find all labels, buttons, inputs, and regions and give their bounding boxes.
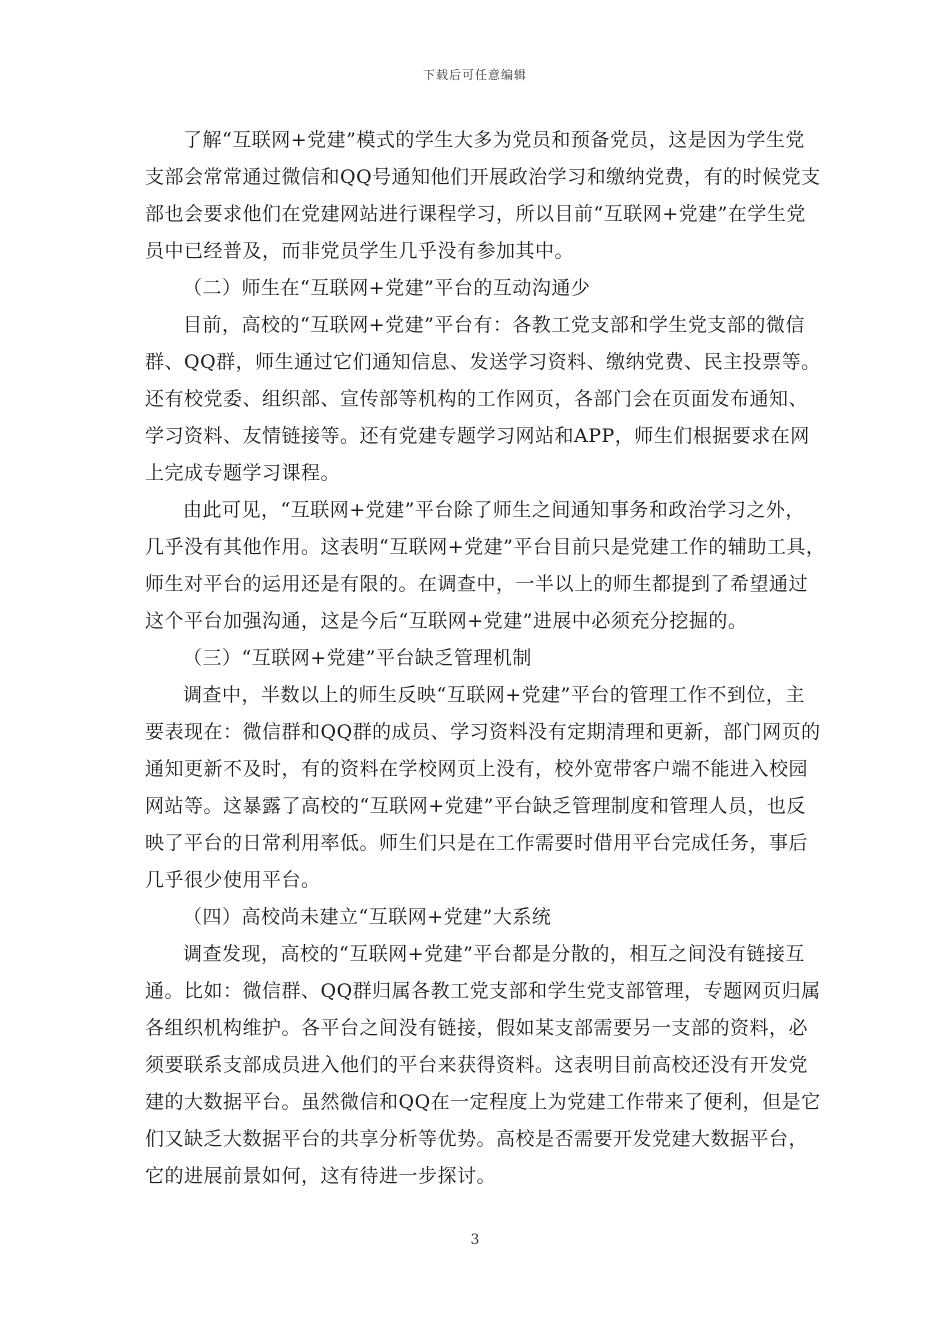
paragraph-line: 网站等。这暴露了高校的“互联网+党建”平台缺乏管理制度和管理人员，也反 — [145, 795, 806, 817]
paragraph-line: 师生对平台的运用还是有限的。在调查中，一半以上的师生都提到了希望通过 — [145, 573, 809, 595]
section-heading-2: （二）师生在“互联网+党建”平台的互动沟通少 — [183, 277, 591, 299]
paragraph-limited-use — [145, 492, 826, 640]
paragraph-line: 通知更新不及时，有的资料在学校网页上没有，校外宽带客户端不能进入校园 — [145, 758, 809, 780]
paragraph-line: 要表现在：微信群和QQ群的成员、学习资料没有定期清理和更新，部门网页的 — [145, 721, 821, 743]
paragraph-line: 建的大数据平台。虽然微信和QQ在一定程度上为党建工作带来了便利，但是它 — [145, 1091, 821, 1113]
paragraph-line: 还有校党委、组织部、宣传部等机构的工作网页，各部门会在页面发布通知、 — [145, 388, 809, 410]
paragraph-platforms — [145, 307, 821, 492]
paragraph-line: 由此可见，“互联网+党建”平台除了师生之间通知事务和政治学习之外， — [183, 499, 805, 521]
paragraph-line: 调查中，半数以上的师生反映“互联网+党建”平台的管理工作不到位，主 — [183, 684, 805, 706]
paragraph-line: 支部会常常通过微信和QQ号通知他们开展政治学习和缴纳党费，有的时候党支 — [145, 166, 821, 188]
paragraph-line: 了解“互联网+党建”模式的学生大多为党员和预备党员，这是因为学生党 — [183, 129, 805, 151]
section-heading-3: （三）“互联网+党建”平台缺乏管理机制 — [183, 647, 532, 669]
paragraph-line: 几乎很少使用平台。 — [145, 869, 321, 891]
paragraph-line: 须要联系支部成员进入他们的平台来获得资料。这表明目前高校还没有开发党 — [145, 1054, 809, 1076]
paragraph-management — [145, 677, 821, 899]
paragraph-big-system — [145, 936, 821, 1195]
paragraph-line: 这个平台加强沟通，这是今后“互联网+党建”进展中必须充分挖掘的。 — [145, 610, 748, 632]
paragraph-line: 员中已经普及，而非党员学生几乎没有参加其中。 — [145, 240, 575, 262]
paragraph-line: 们又缺乏大数据平台的共享分析等优势。高校是否需要开发党建大数据平台， — [145, 1128, 809, 1150]
paragraph-line: 目前，高校的“互联网+党建”平台有：各教工党支部和学生党支部的微信 — [183, 314, 805, 336]
paragraph-line: 上完成专题学习课程。 — [145, 462, 341, 484]
paragraph-line: 部也会要求他们在党建网站进行课程学习，所以目前“互联网+党建”在学生党 — [145, 203, 806, 225]
paragraph-line: 通。比如：微信群、QQ群归属各教工党支部和学生党支部管理，专题网页归属 — [145, 980, 821, 1002]
paragraph-line: 它的进展前景如何，这有待进一步探讨。 — [145, 1165, 497, 1187]
document-body — [145, 122, 826, 1195]
paragraph-line: 各组织机构维护。各平台之间没有链接，假如某支部需要另一支部的资料，必 — [145, 1017, 809, 1039]
page-header: 下载后可任意编辑 — [422, 68, 527, 82]
page-number: 3 — [470, 1232, 480, 1248]
paragraph-line: 几乎没有其他作用。这表明“互联网+党建”平台目前只是党建工作的辅助工具， — [145, 536, 826, 558]
paragraph-line: 学习资料、友情链接等。还有党建专题学习网站和APP，师生们根据要求在网 — [145, 425, 810, 447]
section-heading-4: （四）高校尚未建立“互联网+党建”大系统 — [183, 906, 552, 928]
paragraph-line: 调查发现，高校的“互联网+党建”平台都是分散的，相互之间没有链接互 — [183, 943, 805, 965]
paragraph-awareness — [145, 122, 821, 270]
paragraph-line: 映了平台的日常利用率低。师生们只是在工作需要时借用平台完成任务，事后 — [145, 832, 809, 854]
paragraph-line: 群、QQ群，师生通过它们通知信息、发送学习资料、缴纳党费、民主投票等。 — [145, 351, 821, 373]
